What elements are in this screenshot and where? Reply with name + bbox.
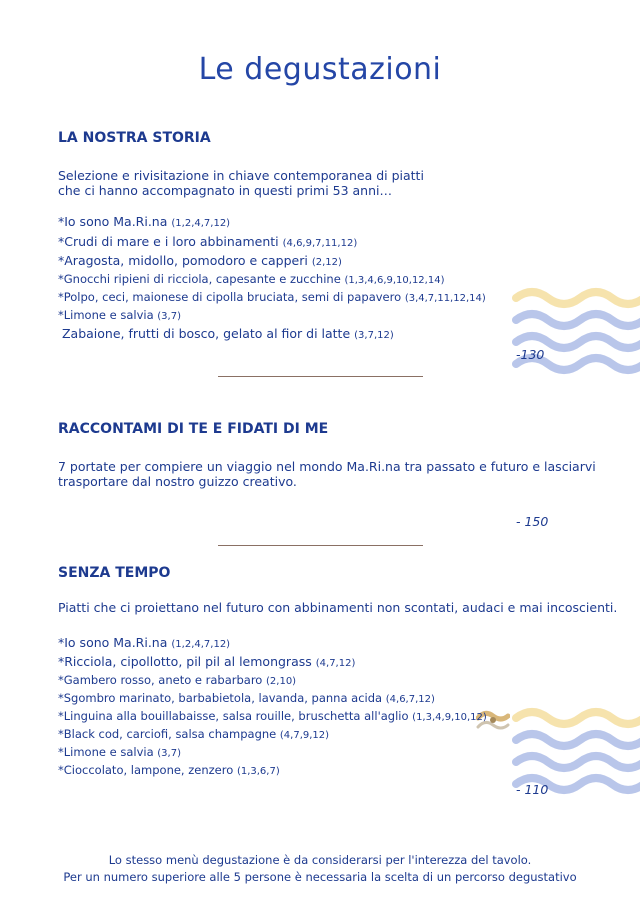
dish-item (58, 654, 355, 669)
dish-allergens: (2,10) (266, 676, 297, 687)
dish-item (58, 214, 230, 229)
price: - 110 (516, 782, 549, 797)
divider (218, 545, 423, 546)
dish-name: *Gnocchi ripieni di ricciola, capesante e zucchine (58, 272, 341, 286)
dish-item (58, 253, 342, 268)
wave-decoration-top (512, 282, 640, 378)
dish-name: Zabaione, frutti di bosco, gelato al fior di latte (58, 326, 351, 341)
dish-name: *Io sono Ma.Ri.na (58, 214, 168, 229)
dish-item (58, 763, 280, 777)
price: - 150 (516, 514, 549, 529)
footer-note (0, 852, 640, 886)
dish-item (58, 272, 444, 286)
dish-allergens: (2,12) (311, 257, 342, 268)
dish-allergens: (3,7,12) (354, 330, 394, 341)
dish-allergens: (3,7) (157, 311, 181, 322)
dish-name: *Black cod, carciofi, salsa champagne (58, 727, 277, 741)
dish-item (58, 234, 357, 249)
dish-item (58, 727, 329, 741)
dish-name: *Aragosta, midollo, pomodoro e capperi (58, 253, 308, 268)
dish-name: *Sgombro marinato, barbabietola, lavanda, panna acida (58, 691, 383, 705)
dish-name: *Limone e salvia (58, 308, 154, 322)
dish-name: *Cioccolato, lampone, zenzero (58, 763, 234, 777)
footer-line: Per un numero superiore alle 5 persone è necessaria la scelta di un percorso degustativo (63, 870, 577, 884)
dish-allergens: (4,6,9,7,11,12) (282, 238, 358, 249)
dish-name: *Ricciola, cipollotto, pil pil al lemongrass (58, 654, 312, 669)
intro-line: Selezione e rivisitazione in chiave contemporanea di piatti (58, 168, 424, 183)
dish-item (58, 709, 487, 723)
dish-name: *Crudi di mare e i loro abbinamenti (58, 234, 279, 249)
dish-allergens: (1,3,4,9,10,12) (412, 712, 487, 723)
dish-allergens: (1,2,4,7,12) (171, 639, 231, 650)
dish-name: *Polpo, ceci, maionese di cipolla bruciata, semi di papavero (58, 290, 402, 304)
dish-allergens: (3,4,7,11,12,14) (404, 293, 486, 304)
section-intro (58, 459, 596, 489)
dish-item (58, 691, 435, 705)
section-intro (58, 168, 424, 198)
dish-allergens: (1,2,4,7,12) (171, 218, 231, 229)
divider (218, 376, 423, 377)
footer-line: Lo stesso menù degustazione è da considerarsi per l'interezza del tavolo. (108, 853, 532, 867)
intro-line: Piatti che ci proiettano nel futuro con abbinamenti non scontati, audaci e mai incoscienti. (58, 600, 618, 615)
dish-allergens: (3,7) (157, 748, 181, 759)
dish-name: *Io sono Ma.Ri.na (58, 635, 168, 650)
section-heading-senza-tempo: SENZA TEMPO (58, 565, 171, 581)
dish-item (58, 745, 181, 759)
dish-allergens: (4,7,9,12) (279, 730, 330, 741)
intro-line: trasportare dal nostro guizzo creativo. (58, 474, 297, 489)
dish-allergens: (4,7,12) (315, 658, 356, 669)
section-intro (58, 600, 617, 615)
page-title: Le degustazioni (198, 52, 442, 87)
dish-name: *Gambero rosso, aneto e rabarbaro (58, 673, 263, 687)
dish-item (58, 326, 394, 341)
dish-item (58, 673, 296, 687)
intro-line: 7 portate per compiere un viaggio nel mondo Ma.Ri.na tra passato e futuro e lasciarvi (58, 459, 596, 474)
dish-name: *Linguina alla bouillabaisse, salsa rouille, bruschetta all'aglio (58, 709, 409, 723)
dish-allergens: (1,3,4,6,9,10,12,14) (344, 275, 445, 286)
dish-allergens: (4,6,7,12) (385, 694, 435, 705)
dish-name: *Limone e salvia (58, 745, 154, 759)
section-heading-raccontami: RACCONTAMI DI TE E FIDATI DI ME (58, 421, 329, 437)
section-heading-la-nostra-storia: LA NOSTRA STORIA (58, 130, 211, 146)
dish-allergens: (1,3,6,7) (236, 766, 280, 777)
dish-item (58, 635, 230, 650)
dish-item (58, 290, 486, 304)
intro-line: che ci hanno accompagnato in questi primi 53 anni… (58, 183, 392, 198)
price: -130 (516, 347, 545, 362)
dish-item (58, 308, 181, 322)
